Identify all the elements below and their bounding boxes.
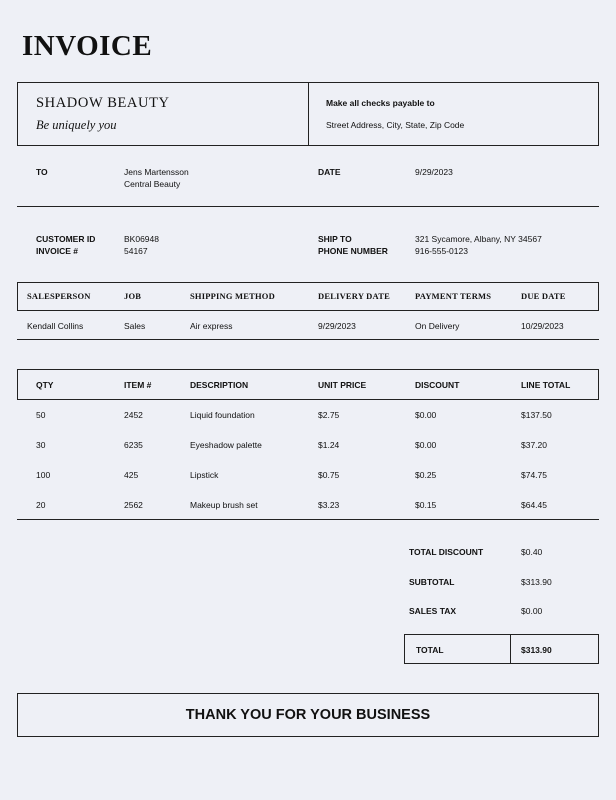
to-label: TO <box>36 167 48 177</box>
phone-label: PHONE NUMBER <box>318 246 388 256</box>
invoice-number-label: INVOICE # <box>36 246 79 256</box>
item-number: 6235 <box>124 440 143 450</box>
item-description: Makeup brush set <box>190 500 258 510</box>
subtotal-label: SUBTOTAL <box>409 577 455 587</box>
item-discount: $0.00 <box>415 440 437 450</box>
total-label: TOTAL <box>416 645 444 655</box>
company-header-divider <box>308 82 309 146</box>
items-bottom-rule <box>17 519 599 520</box>
item-qty: 50 <box>36 410 46 420</box>
thank-you-message: THANK YOU FOR YOUR BUSINESS <box>185 707 431 723</box>
item-unit-price: $2.75 <box>318 410 340 420</box>
sales-row-divider <box>17 339 599 340</box>
invoice-date: 9/29/2023 <box>415 167 453 177</box>
sales-tax: $0.00 <box>521 606 543 616</box>
ship-address: 321 Sycamore, Albany, NY 34567 <box>415 234 542 244</box>
item-unit-price: $3.23 <box>318 500 340 510</box>
date-label: DATE <box>318 167 341 177</box>
items-header-line-total: LINE TOTAL <box>521 380 571 390</box>
customer-company: Central Beauty <box>124 179 181 189</box>
items-header-description: DESCRIPTION <box>190 380 249 390</box>
section-divider <box>17 206 599 207</box>
customer-id-label: CUSTOMER ID <box>36 234 96 244</box>
total-discount-label: TOTAL DISCOUNT <box>409 547 484 557</box>
sales-header-box <box>17 282 599 311</box>
item-number: 2562 <box>124 500 143 510</box>
item-unit-price: $1.24 <box>318 440 340 450</box>
due-date: 10/29/2023 <box>521 321 564 331</box>
item-line-total: $137.50 <box>521 410 552 420</box>
job: Sales <box>124 321 146 331</box>
items-header-qty: QTY <box>36 380 54 390</box>
item-line-total: $64.45 <box>521 500 547 510</box>
item-line-total: $74.75 <box>521 470 547 480</box>
item-line-total: $37.20 <box>521 440 547 450</box>
item-qty: 30 <box>36 440 46 450</box>
customer-id: BK06948 <box>124 234 159 244</box>
item-qty: 20 <box>36 500 46 510</box>
ship-to-label: SHIP TO <box>318 234 352 244</box>
total-box-divider <box>510 634 511 664</box>
item-qty: 100 <box>36 470 51 480</box>
sales-header-job: JOB <box>124 291 142 301</box>
item-discount: $0.00 <box>415 410 437 420</box>
checks-payable-label: Make all checks payable to <box>326 98 435 108</box>
item-number: 425 <box>124 470 139 480</box>
item-number: 2452 <box>124 410 143 420</box>
sales-header-due-date: DUE DATE <box>521 291 566 301</box>
sales-tax-label: SALES TAX <box>409 606 457 616</box>
item-unit-price: $0.75 <box>318 470 340 480</box>
items-header-discount: DISCOUNT <box>415 380 460 390</box>
salesperson: Kendall Collins <box>27 321 84 331</box>
company-tagline: Be uniquely you <box>36 118 117 132</box>
item-description: Liquid foundation <box>190 410 255 420</box>
sales-header-shipping-method: SHIPPING METHOD <box>190 291 275 301</box>
company-address: Street Address, City, State, Zip Code <box>326 120 465 130</box>
customer-name: Jens Martensson <box>124 167 189 177</box>
items-header-item-number: ITEM # <box>124 380 152 390</box>
invoice-number: 54167 <box>124 246 148 256</box>
items-header-unit-price: UNIT PRICE <box>318 380 367 390</box>
delivery-date: 9/29/2023 <box>318 321 356 331</box>
total: $313.90 <box>521 645 552 655</box>
phone-number: 916-555-0123 <box>415 246 468 256</box>
items-header-box <box>17 369 599 400</box>
subtotal: $313.90 <box>521 577 552 587</box>
company-name: SHADOW BEAUTY <box>36 95 170 111</box>
sales-header-delivery-date: DELIVERY DATE <box>318 291 390 301</box>
sales-header-payment-terms: PAYMENT TERMS <box>415 291 492 301</box>
item-discount: $0.25 <box>415 470 437 480</box>
invoice-title: INVOICE <box>22 30 153 62</box>
sales-header-salesperson: SALESPERSON <box>27 291 91 301</box>
item-discount: $0.15 <box>415 500 437 510</box>
item-description: Lipstick <box>190 470 219 480</box>
item-description: Eyeshadow palette <box>190 440 262 450</box>
payment-terms: On Delivery <box>415 321 460 331</box>
shipping-method: Air express <box>190 321 233 331</box>
thank-you-box <box>17 693 599 737</box>
total-discount: $0.40 <box>521 547 543 557</box>
